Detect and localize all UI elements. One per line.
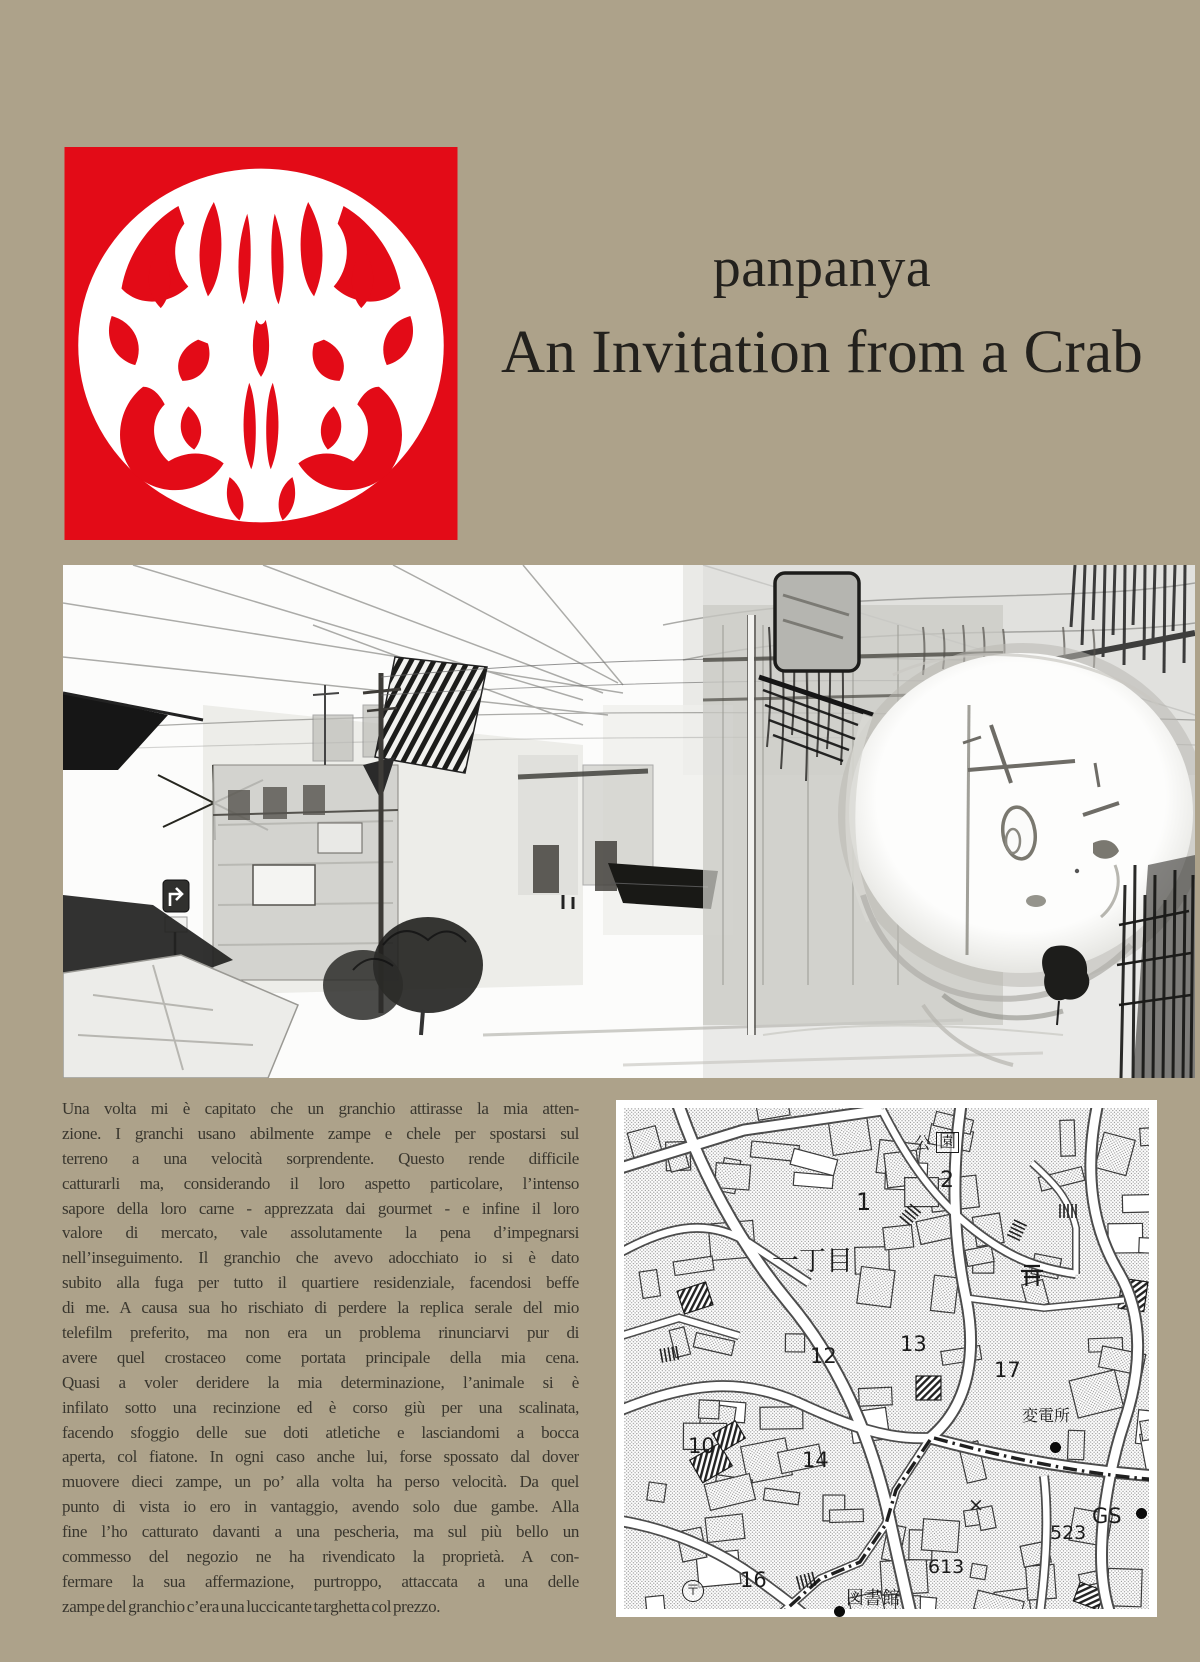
map-label: 17: [994, 1358, 1021, 1382]
text-line: fine l’ho catturato davanti a una pescheria, ma sul più bello un: [62, 1522, 579, 1542]
text-line: zione. I granchi usano abilmente zampe e chele per spostarsi sul: [62, 1123, 579, 1143]
map-label: 613: [928, 1556, 965, 1578]
map-label: 園: [936, 1132, 959, 1153]
body-text: [62, 1097, 579, 1620]
crab-medallion-icon: [63, 147, 459, 540]
text-line: muovere dieci zampe, un po’ alla volta ha perso velocità. Da quel: [62, 1472, 579, 1492]
book-title: An Invitation from a Crab: [501, 319, 1143, 386]
map-label: 523: [1050, 1522, 1087, 1544]
text-line: telefilm preferito, ma non era un problema rinunciarvi pur di: [62, 1323, 579, 1343]
map-label: 16: [740, 1568, 767, 1592]
street-illustration-svg: [63, 565, 1195, 1078]
text-line: fermare la sua affermazione, purtroppo, attaccata a una delle: [62, 1571, 579, 1591]
text-line: punto di vista io ero in vantaggio, avendo solo due gambe. Alla: [62, 1497, 579, 1517]
map-label: 14: [802, 1448, 829, 1472]
map-label: 10: [688, 1434, 715, 1458]
text-line: zampe del granchio c’era una luccicante targhetta col prezzo.: [62, 1596, 441, 1616]
map-label: 12: [810, 1344, 837, 1368]
text-line: sapore della loro carne - apprezzata dai gourmet - e infine il loro: [62, 1198, 579, 1218]
text-line: commesso del negozio ne ha rivendicato la proprietà. A con-: [62, 1547, 579, 1567]
map-label: 図書館: [846, 1588, 900, 1609]
text-line: Una volta mi è capitato che un granchio attirasse la mia atten-: [62, 1099, 579, 1118]
map-label: GS: [1092, 1504, 1122, 1528]
text-line: facendo sfoggio delle sue doti atletiche e lasciandomi a bocca: [62, 1422, 579, 1442]
map-label: 変電所: [1022, 1406, 1071, 1425]
text-line: nell’inseguimento. Il granchio che avevo adocchiato io si è dato: [62, 1248, 579, 1268]
text-line: Quasi a voler deridere la mia determinazione, l’animale si è: [62, 1372, 579, 1392]
text-line: catturarli ma, considerando il loro aspetto particolare, l’intenso: [62, 1173, 579, 1193]
text-line: avere quel crostaceo come portata principale della mia cena.: [62, 1347, 579, 1367]
map-label: ×: [968, 1494, 984, 1516]
map-label: 一丁目: [772, 1246, 853, 1277]
map-label: 13: [900, 1332, 927, 1356]
text-line: terreno a una velocità sorprendente. Questo rende difficile: [62, 1148, 579, 1168]
author-name: panpanya: [712, 237, 932, 299]
street-illustration: [63, 565, 1195, 1078]
publisher-logo: [63, 147, 459, 540]
text-line: subito alla fuga per tutto il quartiere residenziale, facendosi beffe: [62, 1273, 579, 1293]
text-line: di me. A causa sua ho rischiato di perdere la replica serale del mio: [62, 1298, 579, 1318]
text-line: valore di mercato, vale assolutamente la pena d’impegnarsi: [62, 1223, 579, 1243]
map-label: 公: [914, 1134, 931, 1154]
street-map: [616, 1100, 1157, 1617]
text-line: infilato sotto una recinzione ed è corso giù per una scalinata,: [62, 1397, 579, 1417]
map-drawing: [624, 1108, 1149, 1609]
map-label: 〒: [682, 1580, 704, 1602]
map-label: 1: [856, 1188, 872, 1216]
map-label: 2: [940, 1168, 954, 1193]
text-line: aperta, col fiatone. In ogni caso anche lui, forse spossato dal dover: [62, 1447, 579, 1467]
